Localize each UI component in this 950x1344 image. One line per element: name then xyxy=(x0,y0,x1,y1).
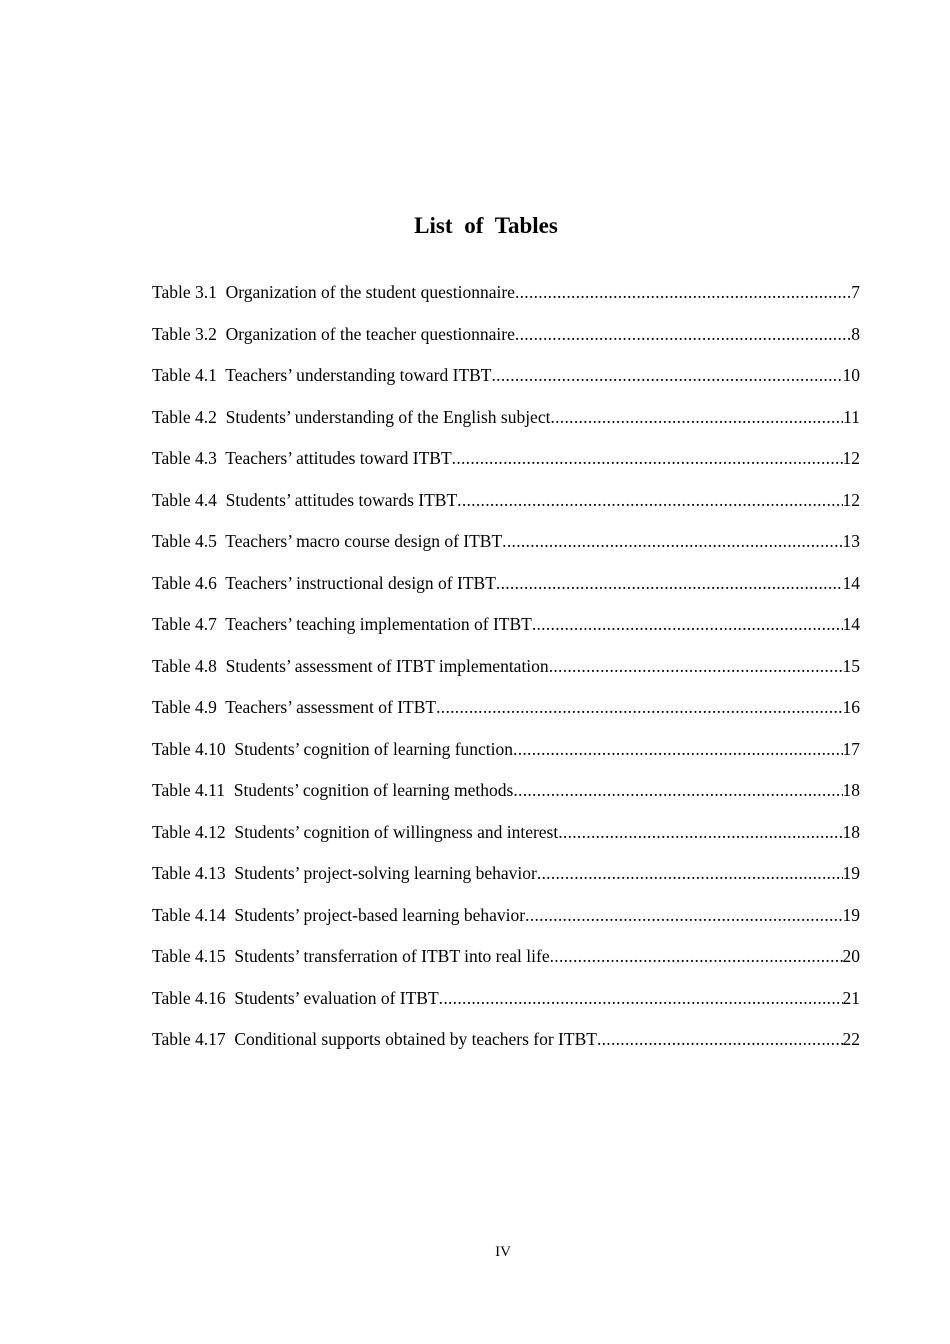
dot-leader xyxy=(550,403,843,431)
toc-entry-page-number: 19 xyxy=(842,904,860,925)
toc-entry-label: Table 4.3 Teachers’ attitudes toward ITBT xyxy=(152,448,452,468)
toc-entry-page-number: 10 xyxy=(842,365,860,385)
toc-entry-label: Table 4.6 Teachers’ instructional design of ITBT xyxy=(152,572,496,593)
toc-entry-page-number: 8 xyxy=(851,323,860,344)
toc-entry-label: Table 4.2 Students’ understanding of the English subject xyxy=(152,406,551,427)
page-title: List of Tables xyxy=(414,213,558,238)
page-number: IV xyxy=(495,1244,511,1260)
toc-entry[interactable] xyxy=(152,859,860,901)
toc-entry[interactable] xyxy=(152,652,860,694)
toc-entry-page-number: 11 xyxy=(843,406,860,427)
toc-entry-page-number: 14 xyxy=(842,572,860,593)
list-of-tables xyxy=(152,278,860,1067)
toc-entry-label: Table 4.17 Conditional supports obtained by teachers for ITBT xyxy=(152,1029,597,1049)
dot-leader xyxy=(525,901,842,929)
toc-entry[interactable] xyxy=(152,527,860,569)
dot-leader xyxy=(513,735,842,763)
toc-entry-label: Table 3.2 Organization of the teacher questionnaire xyxy=(152,323,515,344)
dot-leader xyxy=(452,444,843,472)
toc-entry[interactable] xyxy=(152,984,860,1026)
dot-leader xyxy=(532,610,843,638)
dot-leader xyxy=(513,776,842,804)
toc-entry-page-number: 18 xyxy=(842,821,860,842)
dot-leader xyxy=(492,361,843,389)
toc-entry-page-number: 20 xyxy=(842,946,860,966)
toc-entry[interactable] xyxy=(152,610,860,652)
toc-entry-label: Table 4.15 Students’ transferration of ITBT into real life xyxy=(152,946,550,966)
dot-leader xyxy=(439,984,843,1012)
toc-entry-page-number: 22 xyxy=(842,1029,860,1049)
dot-leader xyxy=(597,1025,843,1053)
toc-entry-label: Table 4.16 Students’ evaluation of ITBT xyxy=(152,987,439,1008)
toc-entry[interactable] xyxy=(152,361,860,403)
toc-entry-label: Table 3.1 Organization of the student questionnaire xyxy=(152,282,515,302)
toc-entry-label: Table 4.8 Students’ assessment of ITBT implementation xyxy=(152,655,549,676)
toc-entry-label: Table 4.7 Teachers’ teaching implementation of ITBT xyxy=(152,614,532,634)
toc-entry[interactable] xyxy=(152,901,860,943)
toc-entry[interactable] xyxy=(152,942,860,984)
toc-entry-label: Table 4.14 Students’ project-based learning behavior xyxy=(152,904,526,925)
toc-entry-label: Table 4.11 Students’ cognition of learning methods xyxy=(152,780,514,800)
toc-entry[interactable] xyxy=(152,818,860,860)
dot-leader xyxy=(558,818,842,846)
toc-entry-page-number: 12 xyxy=(842,448,860,468)
toc-entry-label: Table 4.4 Students’ attitudes towards ITBT xyxy=(152,489,458,510)
toc-entry-page-number: 16 xyxy=(842,697,860,717)
dot-leader xyxy=(550,942,843,970)
toc-entry-page-number: 18 xyxy=(842,780,860,800)
toc-entry[interactable] xyxy=(152,776,860,818)
toc-entry[interactable] xyxy=(152,444,860,486)
toc-entry-page-number: 12 xyxy=(842,489,860,510)
dot-leader xyxy=(515,278,851,306)
toc-entry-page-number: 19 xyxy=(842,863,860,883)
toc-entry[interactable] xyxy=(152,403,860,445)
toc-entry-label: Table 4.5 Teachers’ macro course design of ITBT xyxy=(152,531,503,551)
toc-entry[interactable] xyxy=(152,1025,860,1067)
toc-entry-label: Table 4.9 Teachers’ assessment of ITBT xyxy=(152,697,437,717)
toc-entry[interactable] xyxy=(152,693,860,735)
dot-leader xyxy=(502,527,842,555)
dot-leader xyxy=(549,652,843,680)
dot-leader xyxy=(515,320,851,348)
toc-entry[interactable] xyxy=(152,569,860,611)
toc-entry[interactable] xyxy=(152,278,860,320)
toc-entry-label: Table 4.1 Teachers’ understanding toward ITBT xyxy=(152,365,492,385)
dot-leader xyxy=(537,859,843,887)
toc-entry-page-number: 14 xyxy=(842,614,860,634)
toc-entry-label: Table 4.10 Students’ cognition of learning function xyxy=(152,738,514,759)
toc-entry[interactable] xyxy=(152,320,860,362)
toc-entry-page-number: 17 xyxy=(842,738,860,759)
toc-entry-page-number: 21 xyxy=(842,987,860,1008)
dot-leader xyxy=(436,693,842,721)
toc-entry-page-number: 13 xyxy=(842,531,860,551)
toc-entry-page-number: 7 xyxy=(851,282,860,302)
toc-entry[interactable] xyxy=(152,735,860,777)
toc-entry-label: Table 4.13 Students’ project-solving learning behavior xyxy=(152,863,537,883)
dot-leader xyxy=(496,569,843,597)
toc-entry[interactable] xyxy=(152,486,860,528)
dot-leader xyxy=(457,486,842,514)
toc-entry-label: Table 4.12 Students’ cognition of willingness and interest xyxy=(152,821,559,842)
toc-entry-page-number: 15 xyxy=(842,655,860,676)
